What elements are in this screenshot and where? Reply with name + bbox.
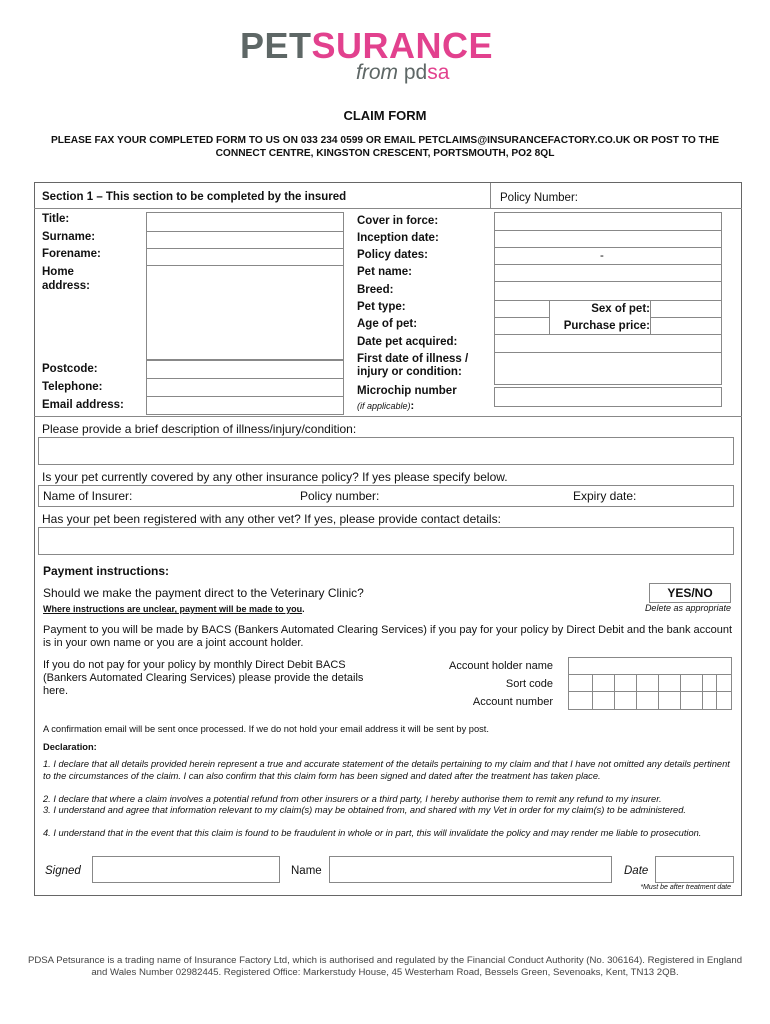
declaration-item-3: 3. I understand and agree that information relevant to my claim(s) may be obtained from, and shared with my Vet in order for my claim(s) to be administered. (43, 805, 686, 815)
form-title: CLAIM FORM (343, 108, 427, 123)
first-date-field[interactable] (494, 352, 722, 385)
microchip-field[interactable] (494, 387, 722, 407)
microchip-label: Microchip number (357, 385, 457, 397)
date-field[interactable] (655, 856, 734, 883)
pet-name-label: Pet name: (357, 266, 412, 278)
section1-bottom-divider (34, 416, 742, 417)
petsurance-logo: PETSURANCE (240, 25, 494, 66)
date-note: *Must be after treatment date (640, 884, 731, 891)
home-label: Home (42, 266, 74, 278)
telephone-label: Telephone: (42, 381, 103, 393)
other-insurance-prompt: Is your pet currently covered by any other insurance policy? If yes please specify below. (42, 470, 508, 484)
date-label: Date (624, 865, 649, 877)
first-date-label-1: First date of illness / (357, 353, 469, 365)
cover-field[interactable] (494, 212, 722, 231)
policy-dates-label: Policy dates: (357, 249, 428, 261)
declaration-item-4: 4. I understand that in the event that this claim is found to be fraudulent in whole or in part, this will invalidate the policy and may render me liable to prosecution. (43, 828, 702, 838)
declaration-item-1: 1. I declare that all details provided herein represent a true and accurate statement of the details pertaining to my claim and that I have not omitted any details pertinent to the circumstances of the claim. I can also confirm that this claim form has been signed and dated after the treatment has taken place. (43, 759, 730, 781)
purchase-label: Purchase price: (563, 320, 650, 332)
title-field[interactable] (146, 212, 344, 232)
home-address-field[interactable] (146, 265, 344, 360)
account-number-label: Account number (472, 696, 553, 708)
yes-no-box[interactable]: YES/NO (649, 583, 731, 603)
purchase-price-field[interactable] (650, 317, 722, 335)
pet-name-field[interactable] (494, 264, 722, 282)
address-label: address: (42, 280, 90, 292)
title-label: Title: (42, 213, 70, 225)
unclear-note-wrap (43, 604, 305, 614)
name-label: Name (291, 865, 322, 877)
breed-label: Breed: (357, 284, 394, 296)
acquired-label: Date pet acquired: (357, 336, 458, 348)
other-vet-prompt: Has your pet been registered with any other vet? If yes, please provide contact details: (42, 512, 501, 526)
acquired-field[interactable] (494, 334, 722, 353)
inception-field[interactable] (494, 230, 722, 248)
from-pdsa-logo: from pdsa (356, 61, 450, 84)
illness-description-field[interactable] (38, 437, 734, 465)
microchip-colon: : (410, 400, 415, 412)
expiry-label: Expiry date: (573, 489, 637, 503)
policy-dates-field[interactable] (494, 247, 722, 265)
signed-label: Signed (45, 865, 81, 877)
sex-label: Sex of pet: (591, 303, 650, 315)
signature-field[interactable] (92, 856, 280, 883)
inception-label: Inception date: (357, 232, 439, 244)
email-field[interactable] (146, 396, 344, 415)
digit-divider (702, 674, 703, 710)
digit-divider (716, 674, 717, 710)
age-label: Age of pet: (357, 318, 418, 330)
surname-field[interactable] (146, 231, 344, 249)
payment-question: Should we make the payment direct to the Veterinary Clinic? (43, 586, 364, 600)
microchip-note-wrap (357, 400, 414, 412)
confirmation-note: A confirmation email will be sent once processed. If we do not hold your email address it will be sent by post. (43, 724, 489, 734)
insurer-label: Name of Insurer: (43, 489, 133, 503)
bacs-text: Payment to you will be made by BACS (Bankers Automated Clearing Services) if you pay for your policy by Direct Debit and the bank account is in your own name or you are a joint account holder. (43, 624, 733, 649)
section1-divider (34, 208, 742, 209)
declaration-heading: Declaration: (43, 742, 97, 752)
postcode-label: Postcode: (42, 363, 98, 375)
account-holder-field[interactable] (568, 657, 732, 675)
pet-type-label: Pet type: (357, 301, 406, 313)
policy-dates-separator: - (600, 250, 604, 262)
digit-divider (680, 674, 681, 710)
postcode-field[interactable] (146, 360, 344, 379)
cover-label: Cover in force: (357, 215, 439, 227)
header-vdivider (490, 183, 491, 209)
delete-note: Delete as appropriate (644, 603, 731, 613)
unclear-note: Where instructions are unclear, payment will be made to you (43, 604, 303, 614)
illness-prompt: Please provide a brief description of illness/injury/condition: (42, 422, 357, 436)
policy-number-label: Policy Number: (500, 192, 578, 204)
section1-heading: Section 1 – This section to be completed by the insured (42, 191, 347, 203)
sort-code-label: Sort code (505, 678, 553, 690)
digit-divider (636, 674, 637, 710)
payment-heading: Payment instructions: (43, 564, 170, 578)
direct-debit-text: If you do not pay for your policy by monthly Direct Debit BACS (Bankers Automated Clearing Services) please provide the details here. (43, 659, 364, 697)
digit-divider (614, 674, 615, 710)
other-vet-field[interactable] (38, 527, 734, 555)
email-label: Email address: (42, 399, 124, 411)
sex-field[interactable] (650, 300, 722, 318)
forename-field[interactable] (146, 248, 344, 266)
submission-instructions: PLEASE FAX YOUR COMPLETED FORM TO US ON 033 234 0599 OR EMAIL PETCLAIMS@INSURANCEFACTORY.CO.UK OR POST TO THE CONNECT CENTRE, KINGSTON CRESCENT, PORTSMOUTH, PO2 8QL (50, 135, 720, 159)
other-policy-label: Policy number: (300, 489, 380, 503)
name-field[interactable] (329, 856, 612, 883)
digit-divider (592, 674, 593, 710)
telephone-field[interactable] (146, 378, 344, 397)
age-field[interactable] (494, 317, 550, 335)
declaration-item-2: 2. I declare that where a claim involves a potential refund from other insurers or a third party, I hereby authorise them to remit any refund to my insurer. (43, 794, 662, 804)
surname-label: Surname: (42, 231, 96, 243)
account-holder-label: Account holder name (449, 660, 553, 672)
pet-type-field[interactable] (494, 300, 550, 318)
microchip-note: (if applicable) (357, 401, 411, 411)
breed-field[interactable] (494, 281, 722, 301)
forename-label: Forename: (42, 248, 101, 260)
unclear-note-dot: . (302, 604, 305, 614)
digit-divider (658, 674, 659, 710)
legal-footer: PDSA Petsurance is a trading name of Insurance Factory Ltd, which is authorised and regulated by the Financial Conduct Authority (No. 306164). Registered in England and Wales Number 02982445. Registered Office: Markerstudy House, 45 Westerham Road, Bessels Green, Sevenoaks, Kent, TN13 2QB. (27, 955, 743, 978)
first-date-label-2: injury or condition: (357, 366, 462, 378)
